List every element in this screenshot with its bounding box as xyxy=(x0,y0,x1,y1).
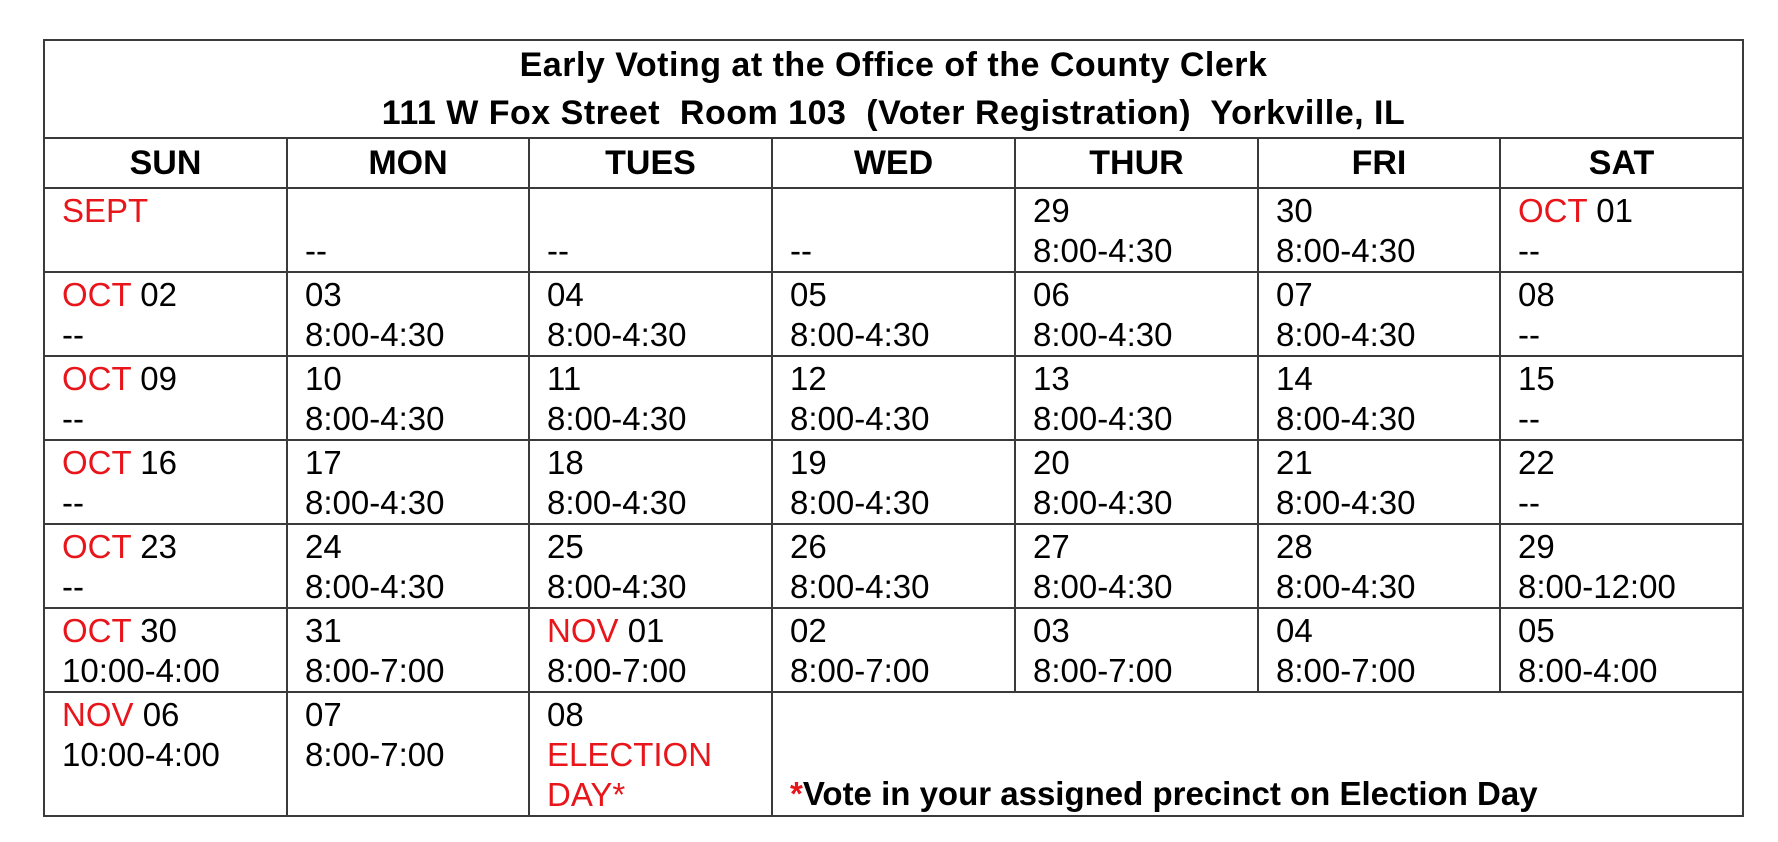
day-cell xyxy=(1015,356,1258,440)
hours: -- xyxy=(1518,232,1540,269)
week-row xyxy=(44,524,1743,608)
day-cell xyxy=(44,692,287,816)
day-cell xyxy=(287,356,529,440)
hours: 8:00-12:00 xyxy=(1518,568,1676,605)
day-cell xyxy=(1258,272,1500,356)
day-cell xyxy=(1500,524,1743,608)
day-cell xyxy=(1015,272,1258,356)
day-cell xyxy=(529,272,772,356)
day-number: 28 xyxy=(1276,528,1313,565)
hours: 8:00-4:30 xyxy=(790,568,930,605)
hours: -- xyxy=(1518,400,1540,437)
day-cell xyxy=(44,188,287,272)
day-cell xyxy=(529,440,772,524)
day-cell xyxy=(529,188,772,272)
day-number: 07 xyxy=(305,696,342,733)
day-number: 14 xyxy=(1276,360,1313,397)
day-number: 17 xyxy=(305,444,342,481)
day-number: 06 xyxy=(142,696,180,733)
hours: 8:00-4:30 xyxy=(1033,568,1173,605)
month-label: OCT xyxy=(62,276,132,313)
day-cell xyxy=(1500,272,1743,356)
month-label: OCT xyxy=(62,528,132,565)
day-number: 02 xyxy=(140,276,177,313)
day-header-row xyxy=(44,138,1743,188)
hours: -- xyxy=(62,568,84,605)
day-number: 31 xyxy=(305,612,342,649)
day-cell xyxy=(44,272,287,356)
early-voting-calendar xyxy=(43,39,1744,817)
day-number: 24 xyxy=(305,528,342,565)
week-row xyxy=(44,356,1743,440)
day-number: 16 xyxy=(140,444,177,481)
day-number: 22 xyxy=(1518,444,1555,481)
day-number: 27 xyxy=(1033,528,1070,565)
day-number: 26 xyxy=(790,528,827,565)
hours: 8:00-7:00 xyxy=(1033,652,1173,689)
title-line-2: 111 W Fox Street Room 103 (Voter Registration) Yorkville, IL xyxy=(381,94,1406,132)
hours: 8:00-4:30 xyxy=(1276,232,1416,269)
day-number: 15 xyxy=(1518,360,1555,397)
day-cell xyxy=(1500,356,1743,440)
hours: -- xyxy=(790,232,812,269)
month-label: OCT xyxy=(62,360,132,397)
day-cell xyxy=(772,188,1015,272)
day-cell xyxy=(287,608,529,692)
day-number: 11 xyxy=(547,360,582,397)
hours: 8:00-4:30 xyxy=(1033,232,1173,269)
hours: -- xyxy=(1518,316,1540,353)
hours: 8:00-7:00 xyxy=(305,652,445,689)
hours: -- xyxy=(547,232,569,269)
day-cell xyxy=(1015,440,1258,524)
day-number: 03 xyxy=(305,276,342,313)
hours: 8:00-4:30 xyxy=(305,568,445,605)
hours: 8:00-4:30 xyxy=(790,316,930,353)
election-day-note xyxy=(772,692,1743,816)
election-day-cell xyxy=(529,692,772,816)
hours: 8:00-7:00 xyxy=(547,652,687,689)
hours: 8:00-4:30 xyxy=(1033,400,1173,437)
hours: 8:00-4:30 xyxy=(305,484,445,521)
day-cell xyxy=(1500,188,1743,272)
hours: 8:00-4:30 xyxy=(547,400,687,437)
hours: 8:00-4:30 xyxy=(790,400,930,437)
month-label: OCT xyxy=(62,612,132,649)
hours: -- xyxy=(305,232,327,269)
month-label: SEPT xyxy=(62,192,149,229)
day-number: 03 xyxy=(1033,612,1070,649)
day-cell xyxy=(1500,440,1743,524)
hours: 8:00-4:30 xyxy=(1276,316,1416,353)
day-cell xyxy=(287,524,529,608)
election-day-label-1: ELECTION xyxy=(547,736,713,773)
day-number: 19 xyxy=(790,444,827,481)
month-label: OCT xyxy=(62,444,132,481)
day-number: 10 xyxy=(305,360,342,397)
day-number: 30 xyxy=(140,612,177,649)
election-day-label-2: DAY* xyxy=(547,776,626,813)
hours: 8:00-4:30 xyxy=(790,484,930,521)
day-number: 07 xyxy=(1276,276,1313,313)
hours: 8:00-7:00 xyxy=(1276,652,1416,689)
day-cell xyxy=(529,608,772,692)
day-cell xyxy=(772,608,1015,692)
day-header: FRI xyxy=(1258,138,1500,188)
day-cell xyxy=(1258,524,1500,608)
week-row xyxy=(44,188,1743,272)
note-text: Vote in your assigned precinct on Election Day xyxy=(802,775,1538,812)
hours: 8:00-4:30 xyxy=(1033,484,1173,521)
day-number: 06 xyxy=(1033,276,1070,313)
day-cell xyxy=(44,608,287,692)
day-cell xyxy=(44,524,287,608)
day-header: WED xyxy=(772,138,1015,188)
day-number: 08 xyxy=(547,696,584,733)
day-cell xyxy=(1258,188,1500,272)
week-row xyxy=(44,692,1743,816)
day-cell xyxy=(287,692,529,816)
day-number: 25 xyxy=(547,528,584,565)
day-cell xyxy=(1500,608,1743,692)
day-number: 02 xyxy=(790,612,827,649)
day-cell xyxy=(772,440,1015,524)
hours: 10:00-4:00 xyxy=(62,652,220,689)
hours: 8:00-4:30 xyxy=(305,400,445,437)
hours: -- xyxy=(1518,484,1540,521)
day-cell xyxy=(287,272,529,356)
day-cell xyxy=(287,188,529,272)
hours: 8:00-4:30 xyxy=(547,316,687,353)
day-number: 08 xyxy=(1518,276,1555,313)
hours: 8:00-4:30 xyxy=(547,484,687,521)
hours: 8:00-4:00 xyxy=(1518,652,1658,689)
day-header: TUES xyxy=(529,138,772,188)
hours: -- xyxy=(62,316,84,353)
day-number: 20 xyxy=(1033,444,1070,481)
day-cell xyxy=(772,356,1015,440)
day-cell xyxy=(44,440,287,524)
day-cell xyxy=(1258,356,1500,440)
day-number: 01 xyxy=(1596,192,1633,229)
day-number: 30 xyxy=(1276,192,1313,229)
day-number: 12 xyxy=(790,360,827,397)
day-number: 13 xyxy=(1033,360,1070,397)
hours xyxy=(62,231,286,271)
calendar-title xyxy=(44,40,1743,138)
month-label: NOV xyxy=(547,612,619,649)
day-header: SAT xyxy=(1500,138,1743,188)
day-cell xyxy=(529,524,772,608)
day-cell xyxy=(1258,608,1500,692)
month-label: OCT xyxy=(1518,192,1588,229)
day-header: MON xyxy=(287,138,529,188)
day-number: 05 xyxy=(1518,612,1555,649)
day-cell xyxy=(44,356,287,440)
day-number: 01 xyxy=(627,612,665,649)
day-number: 21 xyxy=(1276,444,1313,481)
hours: 8:00-7:00 xyxy=(305,736,445,773)
day-header: THUR xyxy=(1015,138,1258,188)
note-asterisk: * xyxy=(790,775,803,812)
hours: -- xyxy=(62,400,84,437)
day-number: 29 xyxy=(1518,528,1555,565)
hours: 10:00-4:00 xyxy=(62,736,220,773)
day-cell xyxy=(1015,608,1258,692)
day-number: 18 xyxy=(547,444,584,481)
day-number: 04 xyxy=(547,276,584,313)
day-header: SUN xyxy=(44,138,287,188)
title-line-1: Early Voting at the Office of the County Clerk xyxy=(519,46,1268,84)
hours: 8:00-4:30 xyxy=(547,568,687,605)
day-cell xyxy=(1015,188,1258,272)
day-number: 05 xyxy=(790,276,827,313)
hours: 8:00-4:30 xyxy=(1276,400,1416,437)
title-row xyxy=(44,40,1743,138)
week-row xyxy=(44,272,1743,356)
hours: -- xyxy=(62,484,84,521)
day-cell xyxy=(1258,440,1500,524)
day-cell xyxy=(772,272,1015,356)
hours: 8:00-4:30 xyxy=(1033,316,1173,353)
hours: 8:00-4:30 xyxy=(1276,484,1416,521)
day-number: 09 xyxy=(140,360,177,397)
week-row xyxy=(44,440,1743,524)
day-number: 04 xyxy=(1276,612,1313,649)
hours: 8:00-7:00 xyxy=(790,652,930,689)
day-number: 29 xyxy=(1033,192,1070,229)
day-cell xyxy=(287,440,529,524)
day-cell xyxy=(772,524,1015,608)
month-label: NOV xyxy=(62,696,134,733)
week-row xyxy=(44,608,1743,692)
day-cell xyxy=(529,356,772,440)
day-cell xyxy=(1015,524,1258,608)
hours: 8:00-4:30 xyxy=(305,316,445,353)
day-number: 23 xyxy=(140,528,177,565)
hours: 8:00-4:30 xyxy=(1276,568,1416,605)
